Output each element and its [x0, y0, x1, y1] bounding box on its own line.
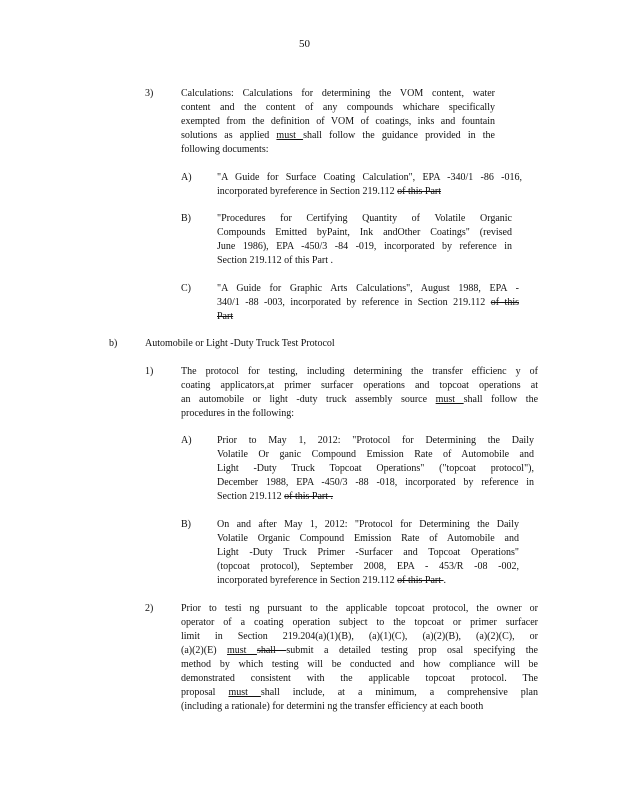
text-line	[217, 532, 519, 546]
text-segment: method by which testing will be conducted and how compliance will be	[181, 659, 538, 670]
text-segment: following documents:	[181, 144, 269, 155]
text-line	[217, 171, 522, 185]
text-segment: incorporated byreference in Section 219.112	[217, 186, 398, 197]
text-segment: solutions as applied	[181, 130, 277, 141]
text-line	[181, 143, 495, 157]
item-marker-b1-A: A)	[181, 435, 192, 446]
inserted-text: must	[276, 130, 304, 141]
text-segment: content and the content of any compounds whichare specifically	[181, 102, 495, 113]
text-segment: Volatile Or ganic Compound Emission Rate of Automobile and	[217, 449, 534, 460]
text-segment: operator of a coating operation subject to the topcoat or primer surfacer	[181, 617, 538, 628]
text-line	[217, 448, 534, 462]
text-segment: The protocol for testing, including determining the transfer efficienc y of	[181, 366, 538, 377]
text-segment: "Procedures for Certifying Quantity of Volatile Organic	[217, 213, 512, 224]
item-marker-3: 3)	[145, 88, 154, 99]
text-line	[217, 296, 519, 310]
text-segment: Calculations: Calculations for determining the VOM content, water	[181, 88, 495, 99]
text-segment: coating applicators,at primer surfacer operations and topcoat operations at	[181, 380, 538, 391]
paragraph-after-2012-protocol	[217, 518, 519, 588]
page-number: 50	[299, 38, 310, 50]
text-segment: Light -Duty Truck Topcoat Operations" ("topcoat protocol"),	[217, 463, 534, 474]
text-segment: "A Guide for Graphic Arts Calculations", August 1988, EPA -	[217, 283, 519, 294]
text-line	[217, 310, 519, 324]
text-line	[181, 115, 495, 129]
text-segment: 340/1 -88 -003, incorporated by reference in Section 219.112	[217, 297, 491, 308]
text-line	[181, 700, 538, 714]
text-line	[181, 616, 538, 630]
text-segment: shall follow the guidance provided in the	[303, 130, 495, 141]
item-marker-b1-B: B)	[181, 519, 191, 530]
text-segment: an automobile or light -duty truck assembly source	[181, 394, 436, 405]
text-line	[181, 407, 538, 421]
text-segment: demonstrated consistent with the applicable topcoat protocol. The	[181, 673, 538, 684]
text-segment: (a)(2)(E)	[181, 645, 228, 656]
deleted-text: of this Part	[397, 186, 442, 197]
text-line	[217, 490, 534, 504]
text-segment: submit a detailed testing prop osal specifying the	[286, 645, 538, 656]
item-marker-a3-C: C)	[181, 283, 191, 294]
text-line	[181, 393, 538, 407]
text-segment: Prior to testi ng pursuant to the applicable topcoat protocol, the owner or	[181, 603, 538, 614]
text-line	[217, 434, 534, 448]
text-segment: exempted from the definition of VOM of coatings, inks and fountain	[181, 116, 495, 127]
text-segment: (topcoat protocol), September 2008, EPA - 453/R -08 -002,	[217, 561, 519, 572]
text-segment: December 1988, EPA -450/3 -88 -018, incorporated by reference in	[217, 477, 534, 488]
paragraph-surface-coating-guide	[217, 171, 522, 199]
text-segment: limit in Section 219.204(a)(1)(B), (a)(1)(C), (a)(2)(B), (a)(2)(C), or	[181, 631, 538, 642]
text-line	[181, 379, 538, 393]
deleted-text: of this	[490, 297, 519, 308]
deleted-text: of this Part	[397, 575, 444, 586]
text-line	[181, 686, 538, 700]
text-segment: Prior to May 1, 2012: "Protocol for Determining the Daily	[217, 435, 534, 446]
text-line	[217, 282, 519, 296]
text-segment: incorporated byreference in Section 219.112	[217, 575, 398, 586]
text-segment: "A Guide for Surface Coating Calculation", EPA -340/1 -86 -016,	[217, 172, 522, 183]
text-line	[217, 560, 519, 574]
text-segment: June 1986), EPA -450/3 -84 -019, incorporated by reference in	[217, 241, 512, 252]
paragraph-test-protocol	[181, 365, 538, 421]
text-line	[181, 672, 538, 686]
text-line	[217, 212, 512, 226]
deleted-text: Part	[217, 311, 234, 322]
paragraph-calculations	[181, 87, 495, 157]
text-segment: shall include, at a minimum, a comprehensive plan	[260, 687, 538, 698]
deleted-text: of this Part .	[284, 491, 334, 502]
text-line	[217, 518, 519, 532]
text-segment: (including a rationale) for determini ng the transfer efficiency at each booth	[181, 701, 484, 712]
text-line	[181, 644, 538, 658]
text-line	[217, 254, 512, 268]
text-segment: shall follow the	[463, 394, 539, 405]
text-segment: On and after May 1, 2012: "Protocol for Determining the Daily	[217, 519, 519, 530]
text-line	[181, 129, 495, 143]
text-line	[217, 185, 522, 199]
text-segment: Section 219.112 of this Part .	[217, 255, 334, 266]
text-line	[217, 226, 512, 240]
item-marker-b1: 1)	[145, 366, 154, 377]
item-marker-a3-B: B)	[181, 213, 191, 224]
text-line	[181, 658, 538, 672]
inserted-text: must	[227, 645, 257, 656]
text-segment: Volatile Organic Compound Emission Rate of Automobile and	[217, 533, 519, 544]
item-marker-a3-A: A)	[181, 172, 192, 183]
text-line	[217, 574, 519, 588]
text-line	[181, 87, 495, 101]
text-line	[181, 365, 538, 379]
section-heading-automobile: Automobile or Light -Duty Truck Test Protocol	[145, 338, 335, 349]
text-line	[217, 462, 534, 476]
text-line	[181, 630, 538, 644]
text-segment: procedures in the following:	[181, 408, 295, 419]
paragraph-testing-proposal	[181, 602, 538, 714]
item-marker-b2: 2)	[145, 603, 154, 614]
inserted-text: must	[228, 687, 261, 698]
paragraph-prior-2012-protocol	[217, 434, 534, 504]
inserted-text: must	[435, 394, 464, 405]
paragraph-procedures-certifying	[217, 212, 512, 268]
section-marker-b: b)	[109, 338, 118, 349]
paragraph-graphic-arts-guide	[217, 282, 519, 324]
text-line	[217, 240, 512, 254]
text-line	[217, 476, 534, 490]
text-line	[217, 546, 519, 560]
text-line	[181, 101, 495, 115]
deleted-text: shall	[256, 645, 287, 656]
text-segment: Light -Duty Truck Primer -Surfacer and Topcoat Operations"	[217, 547, 519, 558]
text-segment: Section 219.112	[217, 491, 285, 502]
text-segment: .	[443, 575, 447, 586]
text-line	[181, 602, 538, 616]
text-segment: proposal	[181, 687, 229, 698]
text-segment: Compounds Emitted byPaint, Ink andOther Coatings" (revised	[217, 227, 512, 238]
